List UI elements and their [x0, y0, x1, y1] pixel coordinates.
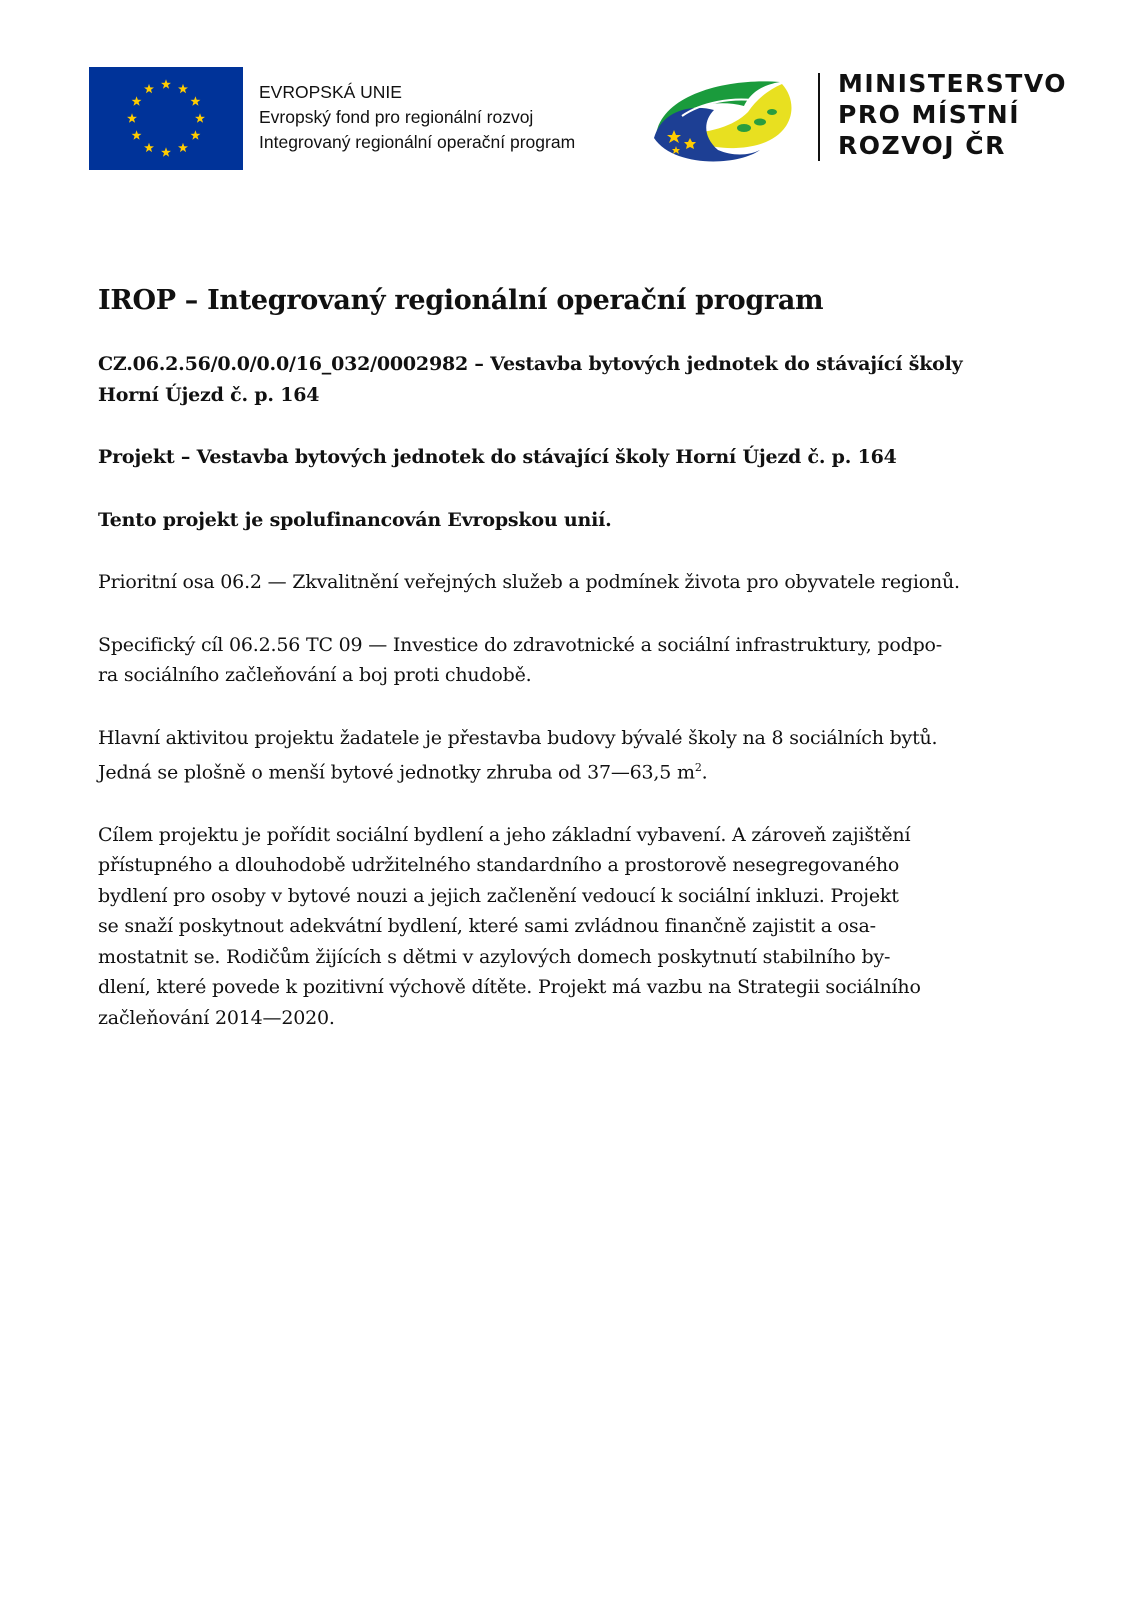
priority-axis: Prioritní osa 06.2 — Zkvalitnění veřejných služeb a podmínek života pro obyvatele regionů.: [98, 571, 960, 593]
main-activity: [98, 723, 1038, 788]
project-name: Projekt – Vestavba bytových jednotek do stávající školy Horní Újezd č. p. 164: [98, 446, 897, 468]
eu-flag-logo: [89, 67, 243, 170]
project-goal: [98, 820, 1038, 1034]
mmr-line-3: ROZVOJ ČR: [838, 131, 1006, 160]
registration-line: Horní Újezd č. p. 164: [98, 383, 320, 406]
registration-number: [98, 349, 1038, 410]
main-activity-line: [98, 753, 1038, 788]
main-activity-text: Jedná se plošně o menší bytové jednotky zhruba od 37—63,5 m: [98, 761, 695, 784]
logo-divider: [818, 73, 820, 161]
main-activity-line: Hlavní aktivitou projektu žadatele je přestavba budovy bývalé školy na 8 sociálních bytů.: [98, 726, 938, 749]
project-goal-line: Cílem projektu je pořídit sociální bydlení a jeho základní vybavení. A zároveň zajištění: [98, 823, 911, 846]
project-goal-line: mostatnit se. Rodičům žijících s dětmi v azylových domech poskytnutí stabilního by-: [98, 945, 891, 968]
mmr-text-block: [838, 68, 1067, 161]
mmr-line-1: MINISTERSTVO: [838, 69, 1068, 98]
project-goal-line: začleňování 2014—2020.: [98, 1006, 335, 1029]
project-goal-line: bydlení pro osoby v bytové nouzi a jejich začlenění vedoucí k sociální inkluzi. Projekt: [98, 884, 899, 907]
document-title: IROP – Integrovaný regionální operační program: [98, 285, 824, 316]
cofinanced-statement: Tento projekt je spolufinancován Evropskou unií.: [98, 508, 612, 531]
document-body: [98, 283, 1038, 1065]
eu-program: Integrovaný regionální operační program: [259, 132, 576, 152]
main-activity-end: .: [701, 761, 708, 784]
mmr-emblem-logo: [652, 76, 798, 162]
document-header: [0, 0, 1132, 200]
eu-fund: Evropský fond pro regionální rozvoj: [259, 107, 534, 127]
eu-name: EVROPSKÁ UNIE: [259, 82, 402, 102]
specific-goal-line: ra sociálního začleňování a boj proti chudobě.: [98, 664, 532, 686]
specific-goal: [98, 630, 1038, 691]
registration-line: CZ.06.2.56/0.0/0.0/16_032/0002982 – Vestavba bytových jednotek do stávající školy: [98, 353, 963, 375]
area-unit-superscript: 2: [694, 761, 702, 774]
mmr-line-2: PRO MÍSTNÍ: [838, 100, 1020, 129]
eu-text-block: [259, 80, 575, 155]
project-goal-line: přístupného a dlouhodobě udržitelného standardního a prostorově nesegregovaného: [98, 854, 900, 877]
project-goal-line: se snaží poskytnout adekvátní bydlení, které sami zvládnou finančně zajistit a osa-: [98, 915, 876, 938]
project-goal-line: dlení, které povede k pozitivní výchově dítěte. Projekt má vazbu na Strategii sociálního: [98, 976, 921, 999]
specific-goal-line: Specifický cíl 06.2.56 TC 09 — Investice do zdravotnické a sociální infrastruktury, podpo-: [98, 633, 943, 656]
